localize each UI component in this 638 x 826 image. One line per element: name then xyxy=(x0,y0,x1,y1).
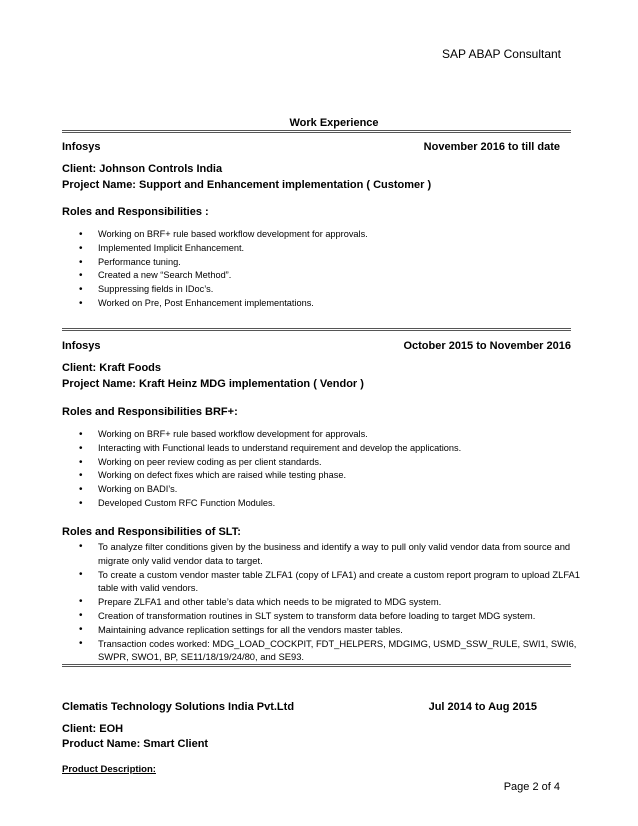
list-item: • Working on BRF+ rule based workflow development for approvals. xyxy=(62,428,582,442)
section-divider xyxy=(62,130,571,133)
job2-dates: October 2015 to November 2016 xyxy=(403,340,571,352)
job2-roles-list xyxy=(62,428,582,511)
job3-client: Client: EOH xyxy=(62,723,124,735)
page-number: Page 2 of 4 xyxy=(503,781,560,793)
job2-slt-list xyxy=(62,540,582,664)
list-item: • Transaction codes worked: MDG_LOAD_COCKPIT, FDT_HELPERS, MDGIMG, USMD_SSW_RULE, SWI1, SWI6, SWPR, SWO1, BP, SE11/18/19/24/80, and SE93. xyxy=(62,637,582,665)
list-item: • Prepare ZLFA1 and other table’s data which needs to be migrated to MDG system. xyxy=(62,595,582,609)
section-divider xyxy=(62,664,571,667)
list-item: • Maintaining advance replication settings for all the vendors master tables. xyxy=(62,623,582,637)
job1-project: Project Name: Support and Enhancement implementation ( Customer ) xyxy=(62,179,432,191)
list-item: • Worked on Pre, Post Enhancement implementations. xyxy=(62,297,582,311)
job3-description-heading: Product Description: xyxy=(62,764,156,775)
job3-product: Product Name: Smart Client xyxy=(62,738,209,750)
list-item: • Working on peer review coding as per client standards. xyxy=(62,456,582,470)
list-item: • Developed Custom RFC Function Modules. xyxy=(62,497,582,511)
job2-roles-heading: Roles and Responsibilities BRF+: xyxy=(62,406,238,418)
list-item: • Creation of transformation routines in SLT system to transform data before loading to target MDG system. xyxy=(62,609,582,623)
job2-project: Project Name: Kraft Heinz MDG implementation ( Vendor ) xyxy=(62,378,364,390)
list-item: • Suppressing fields in IDoc’s. xyxy=(62,283,582,297)
document-header-title: SAP ABAP Consultant xyxy=(442,47,561,61)
list-item: • Implemented Implicit Enhancement. xyxy=(62,242,582,256)
job1-company: Infosys xyxy=(62,141,101,153)
job1-roles-heading: Roles and Responsibilities : xyxy=(62,206,209,218)
job1-dates: November 2016 to till date xyxy=(423,141,560,153)
list-item: • To create a custom vendor master table ZLFA1 (copy of LFA1) and create a custom report program to upload ZLFA1 table with valid vendors. xyxy=(62,568,582,596)
job2-company: Infosys xyxy=(62,340,101,352)
list-item: • Working on BRF+ rule based workflow development for approvals. xyxy=(62,228,582,242)
list-item: • Performance tuning. xyxy=(62,256,582,270)
job1-roles-list xyxy=(62,228,582,311)
section-divider xyxy=(62,328,571,331)
job3-company: Clematis Technology Solutions India Pvt.Ltd xyxy=(62,701,295,713)
job3-dates: Jul 2014 to Aug 2015 xyxy=(428,701,537,713)
job1-client: Client: Johnson Controls India xyxy=(62,163,223,175)
job2-slt-heading: Roles and Responsibilities of SLT: xyxy=(62,526,241,538)
list-item: • Interacting with Functional leads to understand requirement and develop the applications. xyxy=(62,442,582,456)
section-title: Work Experience xyxy=(289,117,379,129)
list-item: • To analyze filter conditions given by the business and identify a way to pull only valid vendor data from source and migrate only valid vendor data to target. xyxy=(62,540,582,568)
list-item: • Working on defect fixes which are raised while testing phase. xyxy=(62,469,582,483)
list-item: • Created a new “Search Method”. xyxy=(62,269,582,283)
list-item: • Working on BADI’s. xyxy=(62,483,582,497)
job2-client: Client: Kraft Foods xyxy=(62,362,161,374)
